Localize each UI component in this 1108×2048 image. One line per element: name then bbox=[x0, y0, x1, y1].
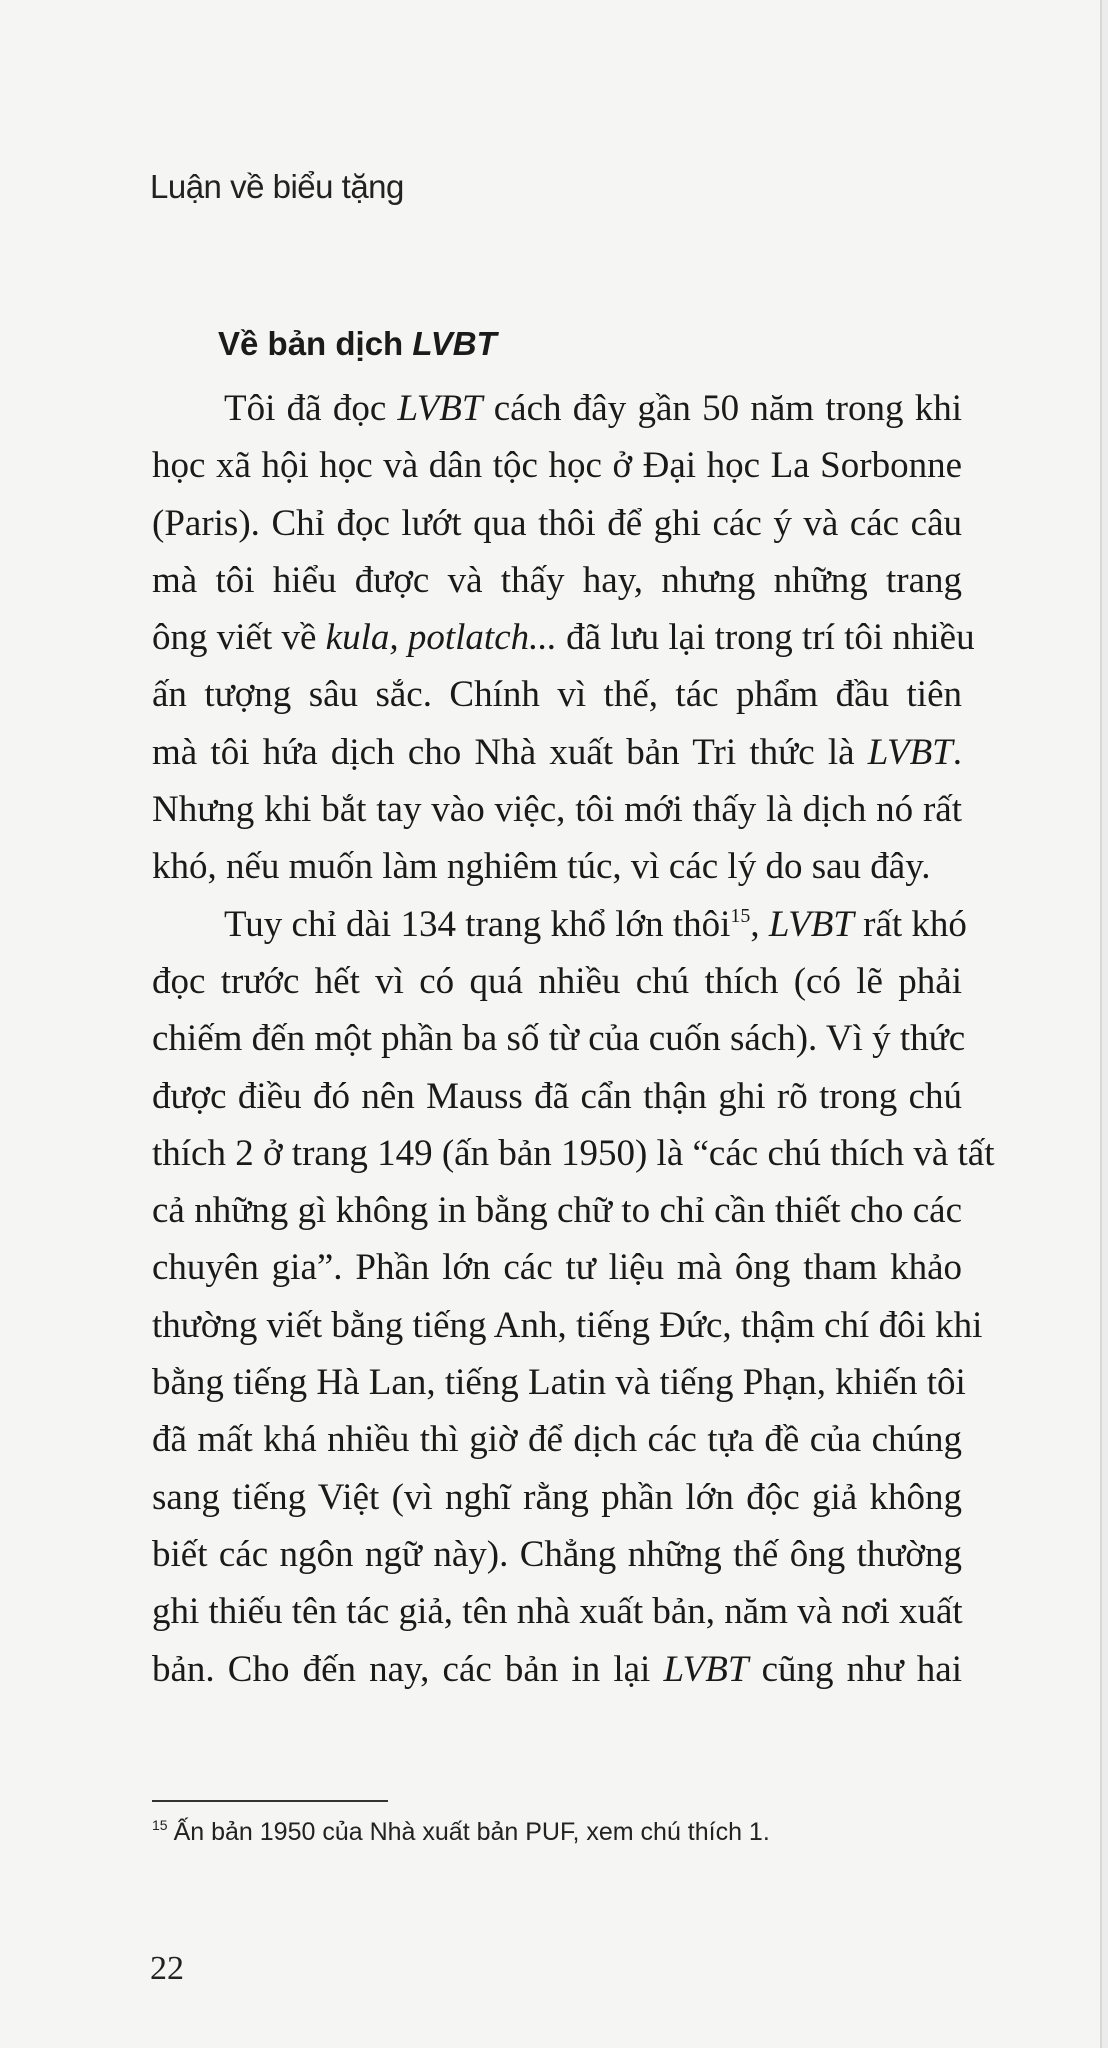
paragraph-2-line: sang tiếng Việt (vì nghĩ rằng phần lớn độc giả không bbox=[152, 1476, 962, 1518]
paragraph-2-line: chuyên gia”. Phần lớn các tư liệu mà ông tham khảo bbox=[152, 1247, 962, 1289]
footnote-number: 15 bbox=[152, 1817, 168, 1833]
text-run: mà tôi hứa dịch cho Nhà xuất bản Tri thức là bbox=[152, 731, 868, 773]
paragraph-2-line: đã mất khá nhiều thì giờ để dịch các tựa đề của chúng bbox=[152, 1419, 962, 1461]
paragraph-2-line: ghi thiếu tên tác giả, tên nhà xuất bản, năm và nơi xuất bbox=[152, 1591, 963, 1633]
paragraph-2-line: cả những gì không in bằng chữ to chỉ cần thiết cho các bbox=[152, 1190, 962, 1232]
italic-title: LVBT bbox=[663, 1648, 749, 1690]
paragraph-1-line: học xã hội học và dân tộc học ở Đại học La Sorbonne bbox=[152, 445, 962, 487]
italic-title: LVBT bbox=[768, 903, 854, 945]
paragraph-2-line: đọc trước hết vì có quá nhiều chú thích (có lẽ phải bbox=[152, 960, 962, 1002]
paragraph-1-line bbox=[152, 724, 962, 781]
paragraph-2-line: chiếm đến một phần ba số từ của cuốn sách). Vì ý thức bbox=[152, 1018, 966, 1060]
text-run: cách đây gần 50 năm trong khi bbox=[482, 388, 962, 429]
paragraph-2-line: bằng tiếng Hà Lan, tiếng Latin và tiếng Phạn, khiến tôi bbox=[152, 1362, 966, 1404]
text-run: đã lưu lại trong trí tôi nhiều bbox=[556, 617, 975, 659]
paragraph-2-line bbox=[152, 1641, 962, 1698]
paragraph-2-line: được điều đó nên Mauss đã cẩn thận ghi rõ trong chú bbox=[152, 1075, 962, 1117]
footnote bbox=[152, 1818, 770, 1847]
italic-terms: kula, potlatch... bbox=[325, 617, 557, 659]
text-run: rất khó bbox=[853, 903, 967, 945]
paragraph-1-line: khó, nếu muốn làm nghiêm túc, vì các lý do sau đây. bbox=[152, 846, 931, 888]
page-number: 22 bbox=[150, 1950, 184, 1987]
paragraph-2-line: thích 2 ở trang 149 (ấn bản 1950) là “các chú thích và tất bbox=[152, 1132, 995, 1174]
paragraph-1-line: Nhưng khi bắt tay vào việc, tôi mới thấy là dịch nó rất bbox=[152, 789, 962, 831]
footnote-marker: 15 bbox=[730, 904, 751, 927]
section-heading bbox=[218, 325, 497, 363]
text-run: cũng như hai bbox=[748, 1648, 962, 1690]
running-head: Luận về biểu tặng bbox=[150, 168, 404, 205]
paragraph-1-line: mà tôi hiểu được và thấy hay, nhưng những trang bbox=[152, 559, 962, 601]
paragraph-2-line: biết các ngôn ngữ này). Chẳng những thế ông thường bbox=[152, 1533, 962, 1575]
footnote-rule bbox=[152, 1800, 388, 1802]
text-run: Tuy chỉ dài 134 trang khổ lớn thôi bbox=[224, 903, 731, 945]
text-run: , bbox=[750, 903, 769, 945]
italic-title: LVBT bbox=[867, 731, 953, 773]
footnote-text: Ấn bản 1950 của Nhà xuất bản PUF, xem chú thích 1. bbox=[173, 1818, 770, 1846]
text-run: bản. Cho đến nay, các bản in lại bbox=[152, 1648, 664, 1690]
text-run: Tôi đã đọc bbox=[224, 388, 398, 429]
text-run: . bbox=[952, 731, 962, 773]
paragraph-1-line bbox=[152, 380, 962, 437]
paragraph-1-line: ấn tượng sâu sắc. Chính vì thế, tác phẩm đầu tiên bbox=[152, 674, 962, 716]
paragraph-2-line bbox=[152, 896, 967, 953]
paragraph-1-line: (Paris). Chỉ đọc lướt qua thôi để ghi các ý và các câu bbox=[152, 502, 962, 544]
italic-title: LVBT bbox=[397, 388, 483, 429]
body-text bbox=[152, 380, 995, 1698]
text-run: ông viết về bbox=[152, 617, 326, 659]
section-heading-prefix: Về bản dịch bbox=[218, 325, 413, 362]
section-heading-title: LVBT bbox=[412, 325, 497, 362]
paragraph-1-line bbox=[152, 609, 975, 666]
paragraph-2-line: thường viết bằng tiếng Anh, tiếng Đức, thậm chí đôi khi bbox=[152, 1304, 983, 1346]
